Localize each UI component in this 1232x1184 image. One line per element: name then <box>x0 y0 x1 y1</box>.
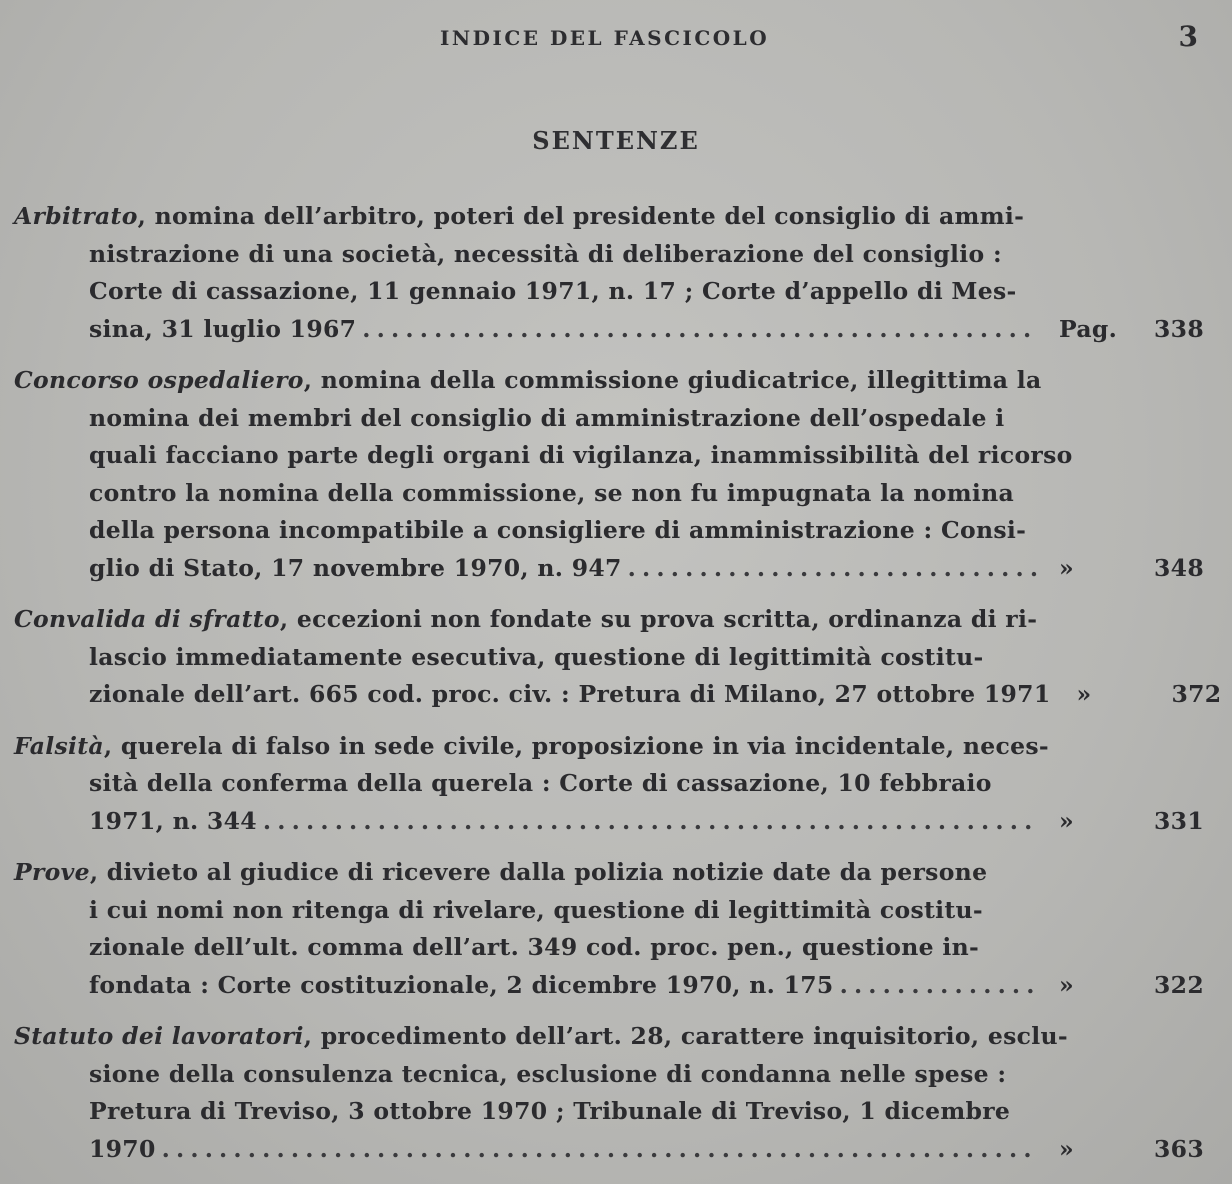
entry-text: , nomina della commissione giudicatrice, illegittima la <box>303 366 1042 394</box>
dot-leader <box>840 967 1039 1005</box>
entry-text: , divieto al giudice di ricevere dalla polizia notizie date da persone <box>89 858 988 886</box>
entry-line: glio di Stato, 17 novembre 1970, n. 947 <box>89 553 622 582</box>
page-value: 372 <box>1171 680 1222 708</box>
index-entry <box>14 1018 1204 1168</box>
entry-text: , procedimento dell’art. 28, carattere inquisitorio, esclu- <box>303 1022 1068 1050</box>
dot-leader <box>628 550 1039 588</box>
entry-keyword: Arbitrato <box>14 202 138 230</box>
entry-last-line <box>14 967 1204 1005</box>
index-entry <box>14 728 1204 841</box>
page-prefix: » <box>1059 553 1074 582</box>
entry-line: sione della consulenza tecnica, esclusione di condanna nelle spese : <box>89 1059 1007 1088</box>
entry-text: , querela di falso in sede civile, proposizione in via incidentale, neces- <box>103 731 1049 760</box>
entry-keyword: Convalida di sfratto <box>14 605 280 633</box>
page-reference <box>1045 550 1204 588</box>
entry-line: fondata : Corte costituzionale, 2 dicembre 1970, n. 175 <box>89 970 834 999</box>
page-value: 338 <box>1154 314 1204 343</box>
entry-line: zionale dell’art. 665 cod. proc. civ. : Pretura di Milano, 27 ottobre 1971 <box>89 680 1051 708</box>
entry-line: Corte di cassazione, 11 gennaio 1971, n. 17 ; Corte d’appello di Mes- <box>89 277 1017 305</box>
entry-line: quali facciano parte degli organi di vigilanza, inammissibilità del ricorso <box>89 441 1073 469</box>
entry-line: 1970 <box>89 1134 156 1163</box>
page-value: 322 <box>1154 970 1204 999</box>
entry-line: 1971, n. 344 <box>89 806 257 835</box>
entry-keyword: Prove <box>14 858 90 886</box>
entry-keyword: Falsità <box>14 731 104 760</box>
entry-line: Pretura di Treviso, 3 ottobre 1970 ; Tribunale di Treviso, 1 dicembre <box>89 1097 1011 1125</box>
entry-line: sina, 31 luglio 1967 <box>89 314 357 343</box>
entry-line: contro la nomina della commissione, se non fu impugnata la nomina <box>89 478 1015 507</box>
page-prefix: » <box>1059 806 1074 835</box>
page-reference <box>1045 1131 1204 1169</box>
entry-line: sità della conferma della querela : Corte di cassazione, 10 febbraio <box>89 769 992 797</box>
entry-keyword: Concorso ospedaliero <box>14 366 304 394</box>
section-title: SENTENZE <box>532 126 700 155</box>
entry-first-line <box>14 728 1204 766</box>
running-title: INDICE DEL FASCICOLO <box>440 26 770 50</box>
page-value: 363 <box>1154 1134 1204 1163</box>
page-number: 3 <box>1178 20 1198 53</box>
page-prefix: Pag. <box>1059 314 1118 343</box>
entry-line: nomina dei membri del consiglio di amministrazione dell’ospedale i <box>89 403 1005 432</box>
page-prefix: » <box>1076 680 1092 708</box>
index-entry <box>14 601 1222 714</box>
page-value: 331 <box>1154 806 1204 835</box>
entry-first-line <box>14 198 1204 236</box>
entry-last-line <box>14 1131 1204 1169</box>
page-reference <box>1045 967 1204 1005</box>
entry-text: , eccezioni non fondate su prova scritta, ordinanza di ri- <box>279 605 1038 633</box>
page-value: 348 <box>1154 553 1204 582</box>
entry-line: i cui nomi non ritenga di rivelare, questione di legittimità costitu- <box>89 895 983 924</box>
page-reference <box>1062 676 1221 714</box>
page-prefix: » <box>1059 1134 1074 1163</box>
index-entry <box>14 854 1204 1004</box>
running-head <box>0 20 1232 56</box>
entry-line: nistrazione di una società, necessità di deliberazione del consiglio : <box>89 239 1002 268</box>
page-prefix: » <box>1059 970 1074 999</box>
dot-leader <box>263 803 1039 841</box>
entry-line: della persona incompatibile a consigliere di amministrazione : Consi- <box>89 516 1027 544</box>
index-entry <box>14 198 1204 348</box>
entry-text: , nomina dell’arbitro, poteri del presidente del consiglio di ammi- <box>137 202 1025 230</box>
entry-first-line <box>14 854 1204 892</box>
entry-first-line <box>14 1018 1204 1056</box>
page-reference <box>1045 311 1204 349</box>
page-reference <box>1045 803 1204 841</box>
entry-last-line <box>14 676 1222 714</box>
dot-leader <box>162 1131 1039 1169</box>
entry-line: zionale dell’ult. comma dell’art. 349 cod. proc. pen., questione in- <box>89 933 980 961</box>
entry-last-line <box>14 803 1204 841</box>
entry-first-line <box>14 362 1204 400</box>
entry-line: lascio immediatamente esecutiva, questione di legittimità costitu- <box>89 642 984 671</box>
index-entry <box>14 362 1204 587</box>
dot-leader <box>362 311 1039 349</box>
entry-first-line <box>14 601 1204 639</box>
entry-keyword: Statuto dei lavoratori <box>14 1022 304 1050</box>
entry-last-line <box>14 550 1204 588</box>
entry-last-line <box>14 311 1204 349</box>
index-entries <box>14 198 1222 1182</box>
